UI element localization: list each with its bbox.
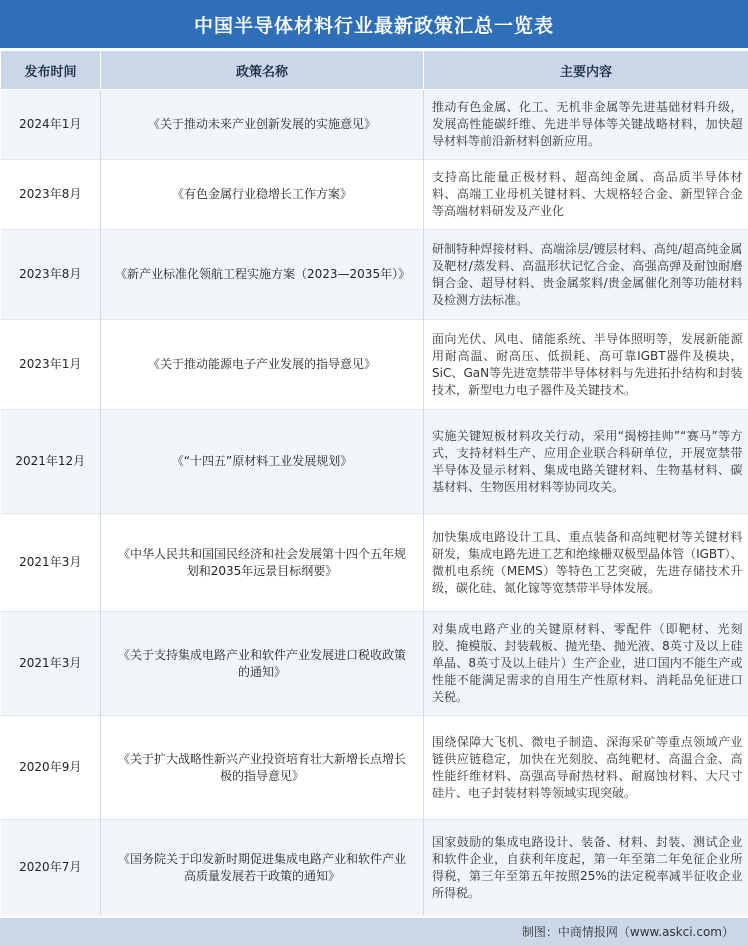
header-content: 主要内容 <box>424 51 748 90</box>
row-date: 2023年8月 <box>1 230 101 320</box>
row-content: 围绕保障大飞机、微电子制造、深海采矿等重点领域产业链供应链稳定，加快在光刻胶、高纯靶材、高温合金、高性能纤维材料、高强高导耐热材料、耐腐蚀材料、大尺寸硅片、电子封装材料等领域实现突破。 <box>424 716 748 820</box>
source-footer: 制图：中商情报网（www.askci.com） <box>0 918 748 945</box>
table-row <box>1 320 748 410</box>
row-date: 2023年8月 <box>1 160 101 230</box>
row-policy-name: 《中华人民共和国国民经济和社会发展第十四个五年规划和2035年远景目标纲要》 <box>101 514 424 612</box>
row-date: 2020年7月 <box>1 820 101 916</box>
row-content: 面向光伏、风电、储能系统、半导体照明等，发展新能源用耐高温、耐高压、低损耗、高可靠IGBT器件及模块，SiC、GaN等先进宽禁带半导体材料与先进拓扑结构和封装技术，新型电力电子器件及关键技术。 <box>424 320 748 410</box>
row-date: 2023年1月 <box>1 320 101 410</box>
header-name: 政策名称 <box>101 51 424 90</box>
header-date: 发布时间 <box>1 51 101 90</box>
page-title: 中国半导体材料行业最新政策汇总一览表 <box>0 0 748 48</box>
row-date: 2020年9月 <box>1 716 101 820</box>
row-content: 对集成电路产业的关键原材料、零配件（即靶材、光刻胶、掩模版、封装载板、抛光垫、抛光液、8英寸及以上硅单晶、8英寸及以上硅片）生产企业，进口国内不能生产或性能不能满足需求的自用生产性原材料、消耗品免征进口关税。 <box>424 612 748 716</box>
row-date: 2021年12月 <box>1 410 101 514</box>
table-header-row <box>1 51 748 90</box>
table-row <box>1 716 748 820</box>
policy-table <box>0 50 748 916</box>
row-policy-name: 《“十四五”原材料工业发展规划》 <box>101 410 424 514</box>
row-policy-name: 《关于支持集成电路产业和软件产业发展进口税收政策的通知》 <box>101 612 424 716</box>
table-row <box>1 820 748 916</box>
row-policy-name: 《国务院关于印发新时期促进集成电路产业和软件产业高质量发展若干政策的通知》 <box>101 820 424 916</box>
row-policy-name: 《关于扩大战略性新兴产业投资培育壮大新增长点增长极的指导意见》 <box>101 716 424 820</box>
row-content: 研制特种焊接材料、高端涂层/镀层材料、高纯/超高纯金属及靶材/蒸发料、高温形状记忆合金、高强高弹及耐蚀耐磨铜合金、超导材料、贵金属浆料/贵金属催化剂等功能材料及检测方法标准。 <box>424 230 748 320</box>
table-row <box>1 230 748 320</box>
row-content: 支持高比能量正极材料、超高纯金属、高品质半导体材料、高端工业母机关键材料、大规格轻合金、新型锌合金等高端材料研发及产业化 <box>424 160 748 230</box>
table-row <box>1 90 748 160</box>
row-policy-name: 《新产业标准化领航工程实施方案（2023—2035年）》 <box>101 230 424 320</box>
row-date: 2021年3月 <box>1 514 101 612</box>
table-row <box>1 160 748 230</box>
table-row <box>1 514 748 612</box>
row-content: 实施关键短板材料攻关行动，采用“揭榜挂帅”“赛马”等方式，支持材料生产、应用企业联合科研单位，开展宽禁带半导体及显示材料、集成电路关键材料、生物基材料、碳基材料、生物医用材料等协同攻关。 <box>424 410 748 514</box>
row-date: 2021年3月 <box>1 612 101 716</box>
row-policy-name: 《有色金属行业稳增长工作方案》 <box>101 160 424 230</box>
table-row <box>1 410 748 514</box>
row-content: 国家鼓励的集成电路设计、装备、材料、封装、测试企业和软件企业，自获利年度起，第一年至第二年免征企业所得税，第三年至第五年按照25%的法定税率减半征收企业所得税。 <box>424 820 748 916</box>
row-policy-name: 《关于推动能源电子产业发展的指导意见》 <box>101 320 424 410</box>
row-date: 2024年1月 <box>1 90 101 160</box>
row-policy-name: 《关于推动未来产业创新发展的实施意见》 <box>101 90 424 160</box>
table-row <box>1 612 748 716</box>
row-content: 推动有色金属、化工、无机非金属等先进基础材料升级，发展高性能碳纤维、先进半导体等关键战略材料，加快超导材料等前沿新材料创新应用。 <box>424 90 748 160</box>
row-content: 加快集成电路设计工具、重点装备和高纯靶材等关键材料研发，集成电路先进工艺和绝缘栅双极型晶体管（IGBT）、微机电系统（MEMS）等特色工艺突破，先进存储技术升级，碳化硅、氮化镓等宽禁带半导体发展。 <box>424 514 748 612</box>
